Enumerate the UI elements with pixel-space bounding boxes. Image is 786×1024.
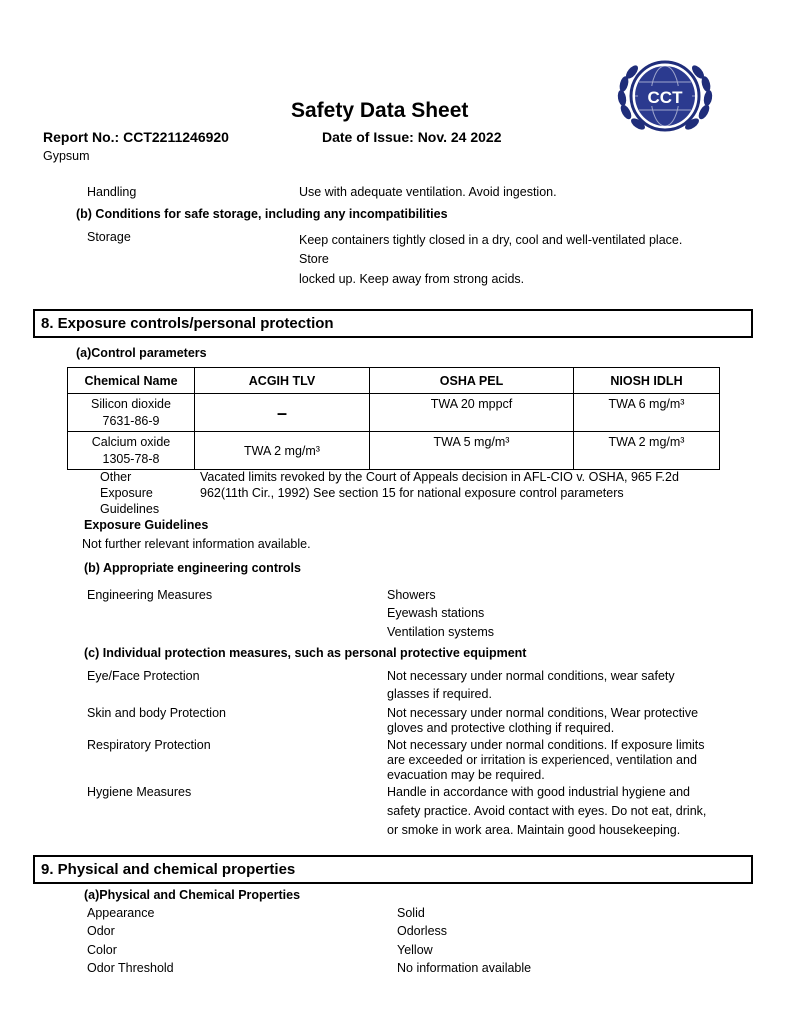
- individual-protection-heading: (c) Individual protection measures, such as personal protective equipment: [84, 646, 527, 660]
- storage-label: Storage: [87, 230, 131, 244]
- control-parameters-heading: (a)Control parameters: [76, 346, 207, 360]
- chemical-name-cell: [68, 394, 195, 432]
- eye-protection-label: Eye/Face Protection: [87, 669, 200, 683]
- property-value: Yellow: [397, 943, 433, 957]
- other-label: Other: [100, 470, 132, 484]
- eye-protection-value: Not necessary under normal conditions, wear safety: [387, 669, 675, 683]
- storage-value-line: locked up. Keep away from strong acids.: [299, 272, 525, 286]
- storage-heading: (b) Conditions for safe storage, including any incompatibilities: [76, 207, 448, 221]
- storage-value-line: Store: [299, 252, 329, 266]
- engineering-measures-label: Engineering Measures: [87, 588, 213, 602]
- exposure-guidelines-heading: Exposure Guidelines: [84, 518, 209, 532]
- other-label: Guidelines: [100, 502, 160, 516]
- property-label: Appearance: [87, 906, 155, 920]
- chemical-name: Silicon dioxide: [91, 397, 171, 411]
- svg-text:CCT: CCT: [647, 88, 683, 107]
- eye-protection-value: glasses if required.: [387, 687, 492, 701]
- date-of-issue: Date of Issue: Nov. 24 2022: [322, 129, 502, 145]
- property-value: Odorless: [397, 924, 448, 938]
- physical-properties-heading: (a)Physical and Chemical Properties: [84, 888, 301, 902]
- chemical-name-cell: [68, 432, 195, 470]
- hygiene-measures-value: Handle in accordance with good industrial hygiene and: [387, 785, 690, 799]
- table-header-cell: Chemical Name: [68, 368, 195, 394]
- acgih-cell: –: [195, 394, 370, 432]
- handling-value: Use with adequate ventilation. Avoid ingestion.: [299, 185, 557, 199]
- engineering-item: Ventilation systems: [387, 625, 494, 639]
- hygiene-measures-value: safety practice. Avoid contact with eyes. Do not eat, drink,: [387, 804, 707, 818]
- osha-cell: TWA 5 mg/m³: [370, 432, 574, 470]
- respiratory-protection-value: are exceeded or irritation is experienced, ventilation and: [387, 753, 697, 767]
- cct-logo-icon: [612, 54, 718, 144]
- niosh-cell: TWA 2 mg/m³: [574, 432, 720, 470]
- cas-number: 7631-86-9: [102, 414, 160, 428]
- control-parameters-table: [67, 367, 720, 470]
- table-header-cell: ACGIH TLV: [195, 368, 370, 394]
- section-8-header: 8. Exposure controls/personal protection: [33, 309, 753, 338]
- skin-protection-label: Skin and body Protection: [87, 706, 226, 720]
- cct-logo: [612, 54, 718, 144]
- hygiene-measures-value: or smoke in work area. Maintain good housekeeping.: [387, 823, 681, 837]
- respiratory-protection-value: Not necessary under normal conditions. If exposure limits: [387, 738, 705, 752]
- property-label: Odor Threshold: [87, 961, 174, 975]
- table-row: [68, 394, 720, 432]
- page-title: Safety Data Sheet: [291, 99, 469, 122]
- engineering-item: Showers: [387, 588, 436, 602]
- other-label: Exposure: [100, 486, 153, 500]
- other-guidelines-text: 962(11th Cir., 1992) See section 15 for national exposure control parameters: [200, 486, 624, 500]
- other-guidelines-text: Vacated limits revoked by the Court of Appeals decision in AFL-CIO v. OSHA, 965 F.2d: [200, 470, 679, 484]
- respiratory-protection-label: Respiratory Protection: [87, 738, 211, 752]
- handling-label: Handling: [87, 185, 137, 199]
- exposure-guidelines-text: Not further relevant information available.: [82, 537, 311, 551]
- engineering-controls-heading: (b) Appropriate engineering controls: [84, 561, 301, 575]
- skin-protection-value: gloves and protective clothing if required.: [387, 721, 615, 735]
- hygiene-measures-label: Hygiene Measures: [87, 785, 192, 799]
- table-header-cell: OSHA PEL: [370, 368, 574, 394]
- report-number: Report No.: CCT2211246920: [43, 129, 229, 145]
- property-label: Color: [87, 943, 117, 957]
- property-label: Odor: [87, 924, 115, 938]
- engineering-item: Eyewash stations: [387, 606, 485, 620]
- product-name: Gypsum: [43, 149, 90, 163]
- acgih-cell: TWA 2 mg/m³: [195, 432, 370, 470]
- table-row: [68, 432, 720, 470]
- property-value: Solid: [397, 906, 425, 920]
- niosh-cell: TWA 6 mg/m³: [574, 394, 720, 432]
- table-header-row: [68, 368, 720, 394]
- chemical-name: Calcium oxide: [91, 435, 171, 449]
- osha-cell: TWA 20 mppcf: [370, 394, 574, 432]
- storage-value-line: Keep containers tightly closed in a dry, cool and well-ventilated place.: [299, 233, 683, 247]
- respiratory-protection-value: evacuation may be required.: [387, 768, 545, 782]
- section-9-header: 9. Physical and chemical properties: [33, 855, 753, 884]
- table-header-cell: NIOSH IDLH: [574, 368, 720, 394]
- property-value: No information available: [397, 961, 532, 975]
- skin-protection-value: Not necessary under normal conditions, Wear protective: [387, 706, 699, 720]
- cas-number: 1305-78-8: [102, 452, 160, 466]
